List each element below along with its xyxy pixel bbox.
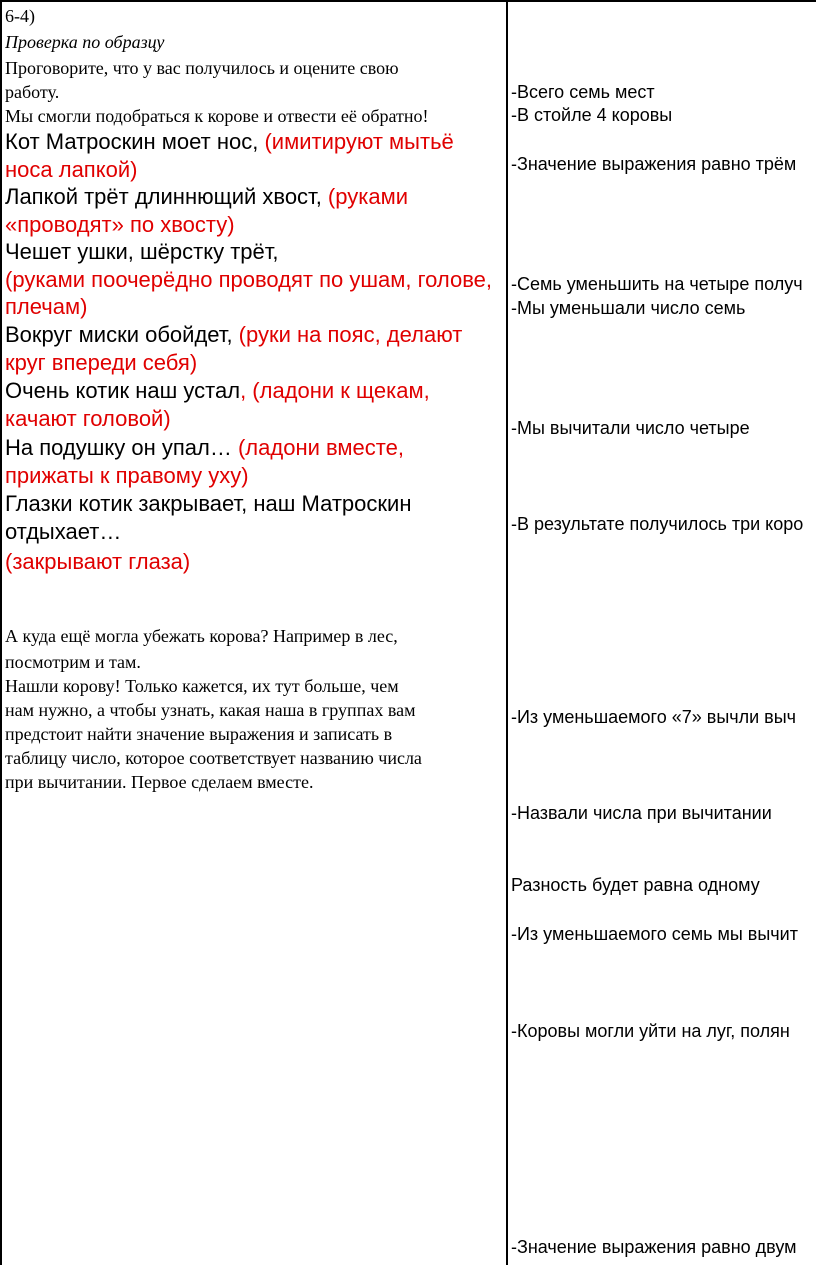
poem-action: носа лапкой) (5, 157, 138, 182)
intro-line: работу. (5, 82, 60, 102)
intro-line: Мы смогли подобраться к корове и отвести её обратно! (5, 106, 429, 126)
intro-line: Проговорите, что у вас получилось и оцените свою (5, 58, 399, 78)
answer-line: -Значение выражения равно трём (511, 154, 797, 174)
poem-action: круг впереди себя) (5, 350, 198, 375)
poem-text: Глазки котик закрывает, наш Матроскин (5, 491, 412, 516)
answer-line: -В результате получилось три коро (511, 514, 804, 534)
poem-action: (имитируют мытьё (264, 129, 454, 154)
poem-text: Чешет ушки, шёрстку трёт, (5, 239, 279, 264)
paragraph-line: Нашли корову! Только кажется, их тут больше, чем (5, 676, 399, 696)
section-title: Проверка по образцу (5, 32, 165, 52)
poem-text: Вокруг миски обойдет, (5, 322, 239, 347)
paragraph-line: при вычитании. Первое сделаем вместе. (5, 772, 314, 792)
poem-line (5, 182, 408, 212)
answer-line: -В стойле 4 коровы (511, 105, 673, 125)
poem-action: качают головой) (5, 406, 171, 431)
poem-action: прижаты к правому уху) (5, 463, 249, 488)
paragraph-line: таблицу число, которое соответствует названию числа (5, 748, 422, 768)
poem-text: На подушку он упал… (5, 435, 238, 460)
poem-action: (руками (327, 184, 408, 209)
poem-action: , (ладони к щекам, (240, 378, 430, 403)
poem-action: (закрывают глаза) (5, 549, 191, 574)
paragraph-line: нам нужно, а чтобы узнать, какая наша в группах вам (5, 700, 416, 720)
students-column (511, 0, 816, 1265)
poem-action: «проводят» по хвосту) (5, 212, 235, 237)
poem-action: (руками поочерёдно проводят по ушам, голове, (5, 267, 492, 292)
answer-line: -Семь уменьшить на четыре получ (511, 274, 803, 294)
answer-line: -Назвали числа при вычитании (511, 803, 772, 823)
poem-action: (ладони вместе, (237, 435, 404, 460)
answer-line: -Коровы могли уйти на луг, полян (511, 1021, 790, 1041)
poem-text: отдыхает… (5, 519, 122, 544)
table-column-divider (506, 0, 508, 1265)
answer-line: -Из уменьшаемого «7» вычли выч (511, 707, 797, 727)
poem-action: плечам) (5, 294, 88, 319)
poem-text: Лапкой трёт длиннющий хвост, (5, 184, 328, 209)
poem-line (5, 376, 430, 406)
poem-action: (руки на пояс, делают (238, 322, 463, 347)
answer-line: -Значение выражения равно двум (511, 1237, 797, 1257)
paragraph-line: предстоит найти значение выражения и записать в (5, 724, 393, 744)
paragraph-line: посмотрим и там. (5, 652, 141, 672)
teacher-column (5, 0, 505, 1265)
poem-line (5, 433, 404, 463)
answer-line: -Мы вычитали число четыре (511, 418, 750, 438)
poem-text: Кот Матроскин моет нос, (5, 129, 265, 154)
answer-line: -Мы уменьшали число семь (511, 298, 746, 318)
paragraph-line: А куда ещё могла убежать корова? Например в лес, (5, 626, 398, 646)
answer-line: -Всего семь мест (511, 82, 655, 102)
answer-line: Разность будет равна одному (511, 875, 760, 895)
section-number: 6-4) (5, 6, 35, 26)
poem-line (5, 127, 454, 157)
answer-line: -Из уменьшаемого семь мы вычит (511, 924, 798, 944)
poem-line (5, 320, 462, 350)
poem-text: Очень котик наш устал (5, 378, 241, 403)
table-border-left (0, 0, 2, 1265)
